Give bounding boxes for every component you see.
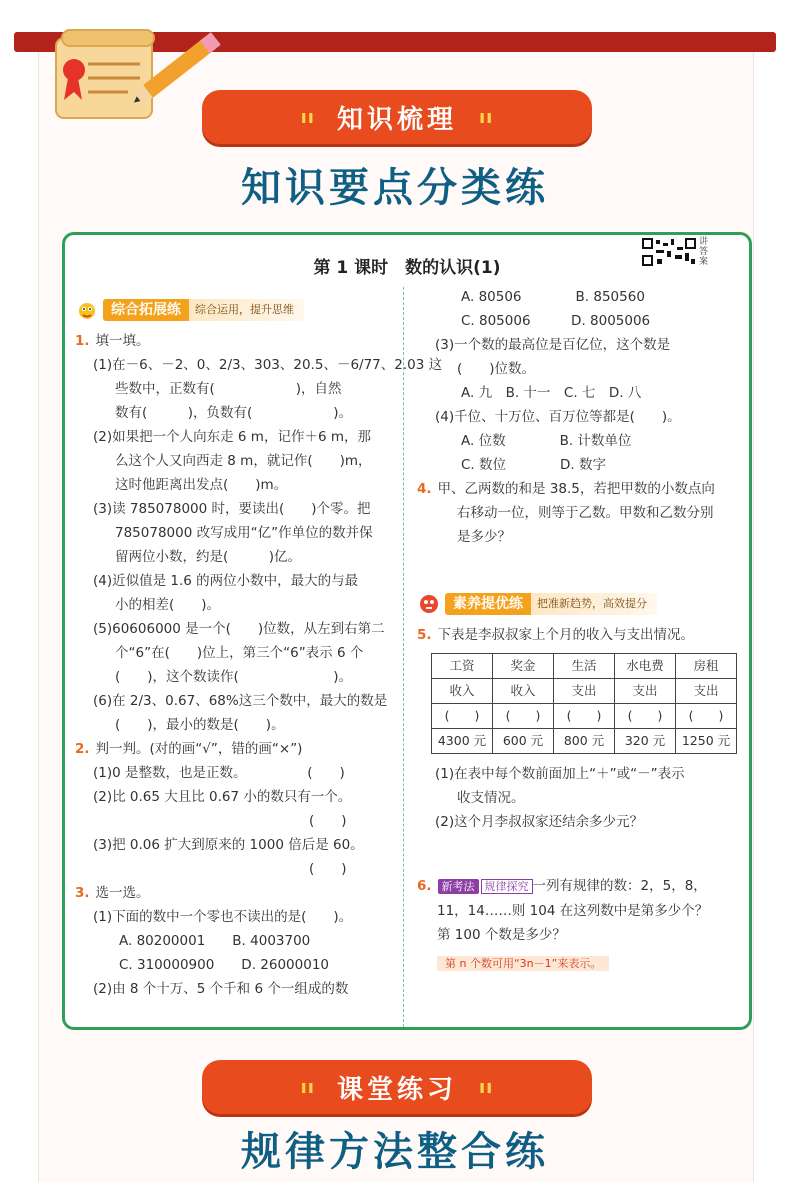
table-header-row xyxy=(432,654,737,679)
question-heading xyxy=(417,477,737,501)
right-top-items xyxy=(417,285,737,549)
table-cell: 支出 xyxy=(676,679,737,704)
banner-sub: 综合运用，提升思维 xyxy=(189,299,304,321)
question-line: (2)由 8 个十万、5 个千和 6 个一组成的数 xyxy=(93,981,349,997)
right-bottom-items xyxy=(417,762,737,834)
question-line: 是多少？ xyxy=(457,529,511,545)
question-heading xyxy=(75,329,397,353)
question-line: 右移动一位，则等于乙数。甲数和乙数分别 xyxy=(457,505,714,521)
question-line: 第 100 个数是多少？ xyxy=(437,927,566,943)
banner-tag: 综合拓展练 xyxy=(103,299,189,321)
table-cell: 4300 元 xyxy=(432,729,493,754)
pill-dots-right: ıı xyxy=(479,1076,494,1098)
question-line: (3)读 785078000 时，要读出( )个零。把 xyxy=(93,501,371,517)
right-column xyxy=(417,285,737,976)
income-expense-table xyxy=(431,653,737,754)
left-column xyxy=(75,289,443,1001)
question-line: 11，14……则 104 在这列数中是第多少个？ xyxy=(437,903,709,919)
question-line: 个“6”在( )位上，第三个“6”表示 6 个 xyxy=(115,645,364,661)
section-title: 知识要点分类练 xyxy=(241,165,549,211)
question-line: 些数中，正数有( )，自然 xyxy=(115,381,342,397)
mascot-icon xyxy=(417,592,441,616)
question-line: (2)这个月李叔叔家还结余多少元？ xyxy=(435,814,644,830)
table-cell: 支出 xyxy=(554,679,615,704)
pattern-tag: 规律探究 xyxy=(481,879,533,894)
question-number: 6. xyxy=(417,878,432,894)
table-cell: 800 元 xyxy=(554,729,615,754)
question-6 xyxy=(417,874,737,899)
question-heading xyxy=(75,881,397,905)
section-pill-practice xyxy=(202,1060,592,1114)
question-line: (6)在 2/3、0.67、68%这三个数中，最大的数是 xyxy=(93,693,388,709)
table-row xyxy=(432,729,737,754)
question-line: A. 80506 B. 850560 xyxy=(461,289,645,305)
question-line: 这时他距离出发点( )m。 xyxy=(115,477,288,493)
pill-dots-left: ıı xyxy=(300,106,315,128)
question-line: (1)下面的数中一个零也不读出的是( )。 xyxy=(93,909,353,925)
question-line: 留两位小数，约是( )亿。 xyxy=(115,549,302,565)
mascot-icon xyxy=(75,298,99,322)
question-line: C. 310000900 D. 26000010 xyxy=(119,957,330,973)
question-line: A. 位数 B. 计数单位 xyxy=(461,433,632,449)
column-divider xyxy=(403,287,404,1027)
question-line: ( ) xyxy=(93,813,347,829)
lesson-title: 第 1 课时 数的认识(1) xyxy=(313,258,501,278)
qr-code-icon[interactable] xyxy=(641,237,697,267)
banner-tag: 素养提优练 xyxy=(445,593,531,615)
table-cell: 生活 xyxy=(554,654,615,679)
question-line: A. 80200001 B. 4003700 xyxy=(119,933,311,949)
table-cell: 水电费 xyxy=(615,654,676,679)
section-title-bottom: 规律方法整合练 xyxy=(241,1129,549,1175)
question-line: C. 805006 D. 8005006 xyxy=(461,313,651,329)
question-line: (5)60606000 是一个( )位数，从左到右第二 xyxy=(93,621,385,637)
question-line: A. 九 B. 十一 C. 七 D. 八 xyxy=(461,385,642,401)
question-text: 判一判。(对的画“√”，错的画“×”) xyxy=(95,741,303,757)
worksheet-frame xyxy=(62,232,752,1030)
table-cell: 600 元 xyxy=(493,729,554,754)
table-header-row-2 xyxy=(432,679,737,704)
question-line: (2)比 0.65 大且比 0.67 小的数只有一个。 xyxy=(93,789,352,805)
question-number: 5. xyxy=(417,627,432,643)
question-line: (4)千位、十万位、百万位等都是( )。 xyxy=(435,409,681,425)
question-text: 填一填。 xyxy=(95,333,150,349)
question-line: (2)如果把一个人向东走 6 m，记作＋6 m，那 xyxy=(93,429,371,445)
table-cell: 工资 xyxy=(432,654,493,679)
question-line: (3)一个数的最高位是百亿位，这个数是 xyxy=(435,337,671,353)
question-number: 1. xyxy=(75,333,90,349)
table-cell: 收入 xyxy=(432,679,493,704)
question-line: 数有( )，负数有( )。 xyxy=(115,405,353,421)
answer-blank[interactable]: ( ) xyxy=(676,704,737,729)
new-exam-tag: 新考法 xyxy=(438,879,479,894)
table-cell: 收入 xyxy=(493,679,554,704)
banner-sub: 把准新趋势，高效提分 xyxy=(531,593,657,615)
question-line: ( ) xyxy=(93,861,347,877)
question-line: (1)在－6、－2、0、2/3、303、20.5、－6/77、2.03 这 xyxy=(93,357,443,373)
question-text: 下表是李叔叔家上个月的收入与支出情况。 xyxy=(437,627,695,643)
question-line: 小的相差( )。 xyxy=(115,597,221,613)
question-5 xyxy=(417,623,737,647)
answer-blank[interactable]: ( ) xyxy=(432,704,493,729)
answer-blank[interactable]: ( ) xyxy=(493,704,554,729)
banner-comprehensive xyxy=(75,295,397,325)
table-row xyxy=(432,704,737,729)
table-cell: 320 元 xyxy=(615,729,676,754)
table-cell: 房租 xyxy=(676,654,737,679)
question-number: 3. xyxy=(75,885,90,901)
question-line: (4)近似值是 1.6 的两位小数中，最大的与最 xyxy=(93,573,359,589)
question-line: ( )位数。 xyxy=(457,361,536,377)
question-text: 选一选。 xyxy=(95,885,150,901)
question-number: 4. xyxy=(417,481,432,497)
question-line: 785078000 改写成用“亿”作单位的数并保 xyxy=(115,525,373,541)
pill-dots-right: ıı xyxy=(479,106,494,128)
question-heading xyxy=(75,737,397,761)
pill-label: 课堂练习 xyxy=(336,1074,457,1105)
question-line: C. 数位 D. 数字 xyxy=(461,457,606,473)
table-cell: 支出 xyxy=(615,679,676,704)
question-number: 2. xyxy=(75,741,90,757)
table-cell: 奖金 xyxy=(493,654,554,679)
question-text: 甲、乙两数的和是 38.5，若把甲数的小数点向 xyxy=(437,481,715,497)
question-line: ( )，这个数读作( )。 xyxy=(115,669,353,685)
table-cell: 1250 元 xyxy=(676,729,737,754)
answer-blank[interactable]: ( ) xyxy=(554,704,615,729)
question-line: ( )，最小的数是( )。 xyxy=(115,717,285,733)
question-text: 一列有规律的数：2，5，8， xyxy=(532,878,707,894)
question-line: 收支情况。 xyxy=(457,790,525,806)
section-pill-knowledge xyxy=(202,90,592,144)
question-line: (1)在表中每个数前面加上“＋”或“－”表示 xyxy=(435,766,685,782)
hint-box: 第 n 个数可用“3n－1”来表示。 xyxy=(437,956,609,971)
question-line: (1)0 是整数，也是正数。 ( ) xyxy=(93,765,345,781)
banner-literacy xyxy=(417,589,737,619)
question-line: (3)把 0.06 扩大到原来的 1000 倍后是 60。 xyxy=(93,837,364,853)
answer-blank[interactable]: ( ) xyxy=(615,704,676,729)
pill-label: 知识梳理 xyxy=(336,104,457,135)
qr-label: 讲答案 xyxy=(699,237,709,267)
pill-dots-left: ıı xyxy=(300,1076,315,1098)
question-line: 么这个人又向西走 8 m，就记作( )m， xyxy=(115,453,372,469)
